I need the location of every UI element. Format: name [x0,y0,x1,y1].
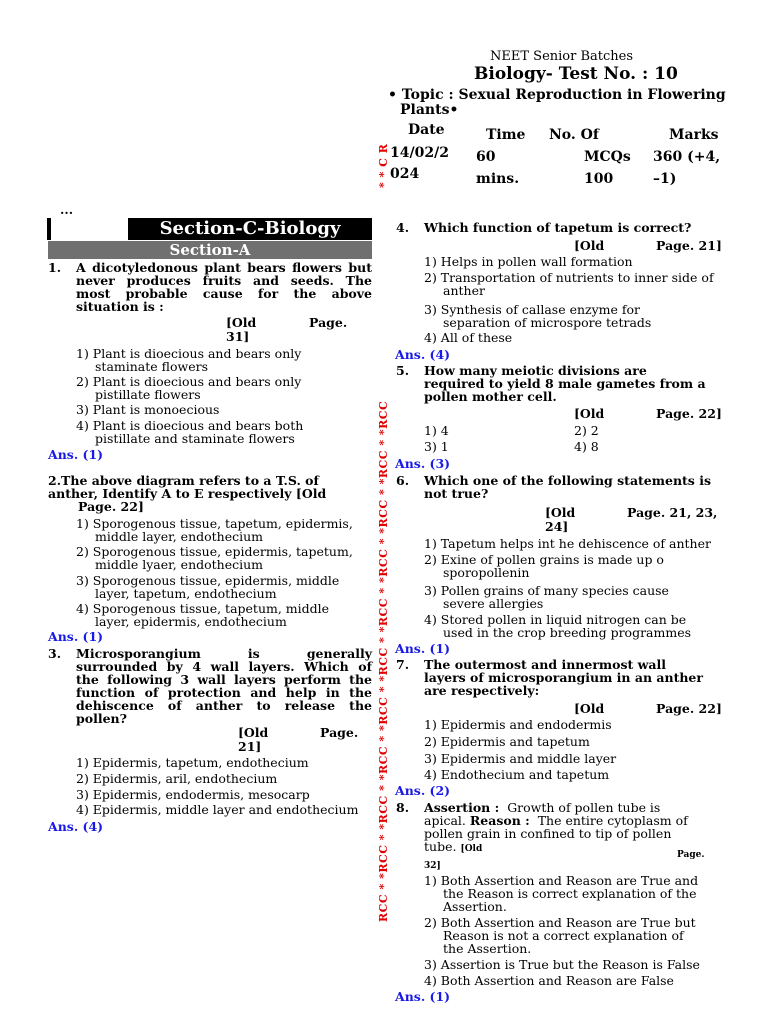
q6-ref-c: 24] [545,519,569,534]
q7-ref-b: Page. 22] [656,701,722,716]
q5-ref-b: Page. 22] [656,406,722,421]
q5-option-2: 2) 2 [574,423,599,438]
q7-number: 7. [396,657,410,672]
col-time: Time [486,127,526,143]
q7-option-2: 2) Epidermis and tapetum [424,734,590,749]
q6-number: 6. [396,473,410,488]
q1-number: 1. [48,260,62,275]
q1-question: A dicotyledonous plant bears flowers but never produces fruits and seeds. The most probable cause for the above situation is : [76,260,372,314]
col-no-of: No. Of [549,127,599,143]
q1-option-1: 1) Plant is dioecious and bears only staminate flowers [76,346,302,374]
q5-option-4: 4) 8 [574,439,599,454]
q3-ref-b: Page. [320,725,359,740]
q2-option-2: 2) Sporogenous tissue, epidermis, tapetum, middle lyaer, endothecium [76,544,353,572]
q3-option-4: 4) Epidermis, middle layer and endothecium [76,802,359,817]
section-bar-left [47,218,51,240]
q1-answer: Ans. (1) [48,447,104,462]
time-value-1: 60 [476,149,496,165]
q3-option-1: 1) Epidermis, tapetum, endothecium [76,755,309,770]
topic-line-1: • Topic : Sexual Reproduction in Flowering [388,87,726,103]
q4-option-2: 2) Transportation of nutrients to inner side of anther [424,270,714,298]
q6-option-4: 4) Stored pollen in liquid nitrogen can be used in the crop breeding programmes [424,612,692,640]
col-date: Date [408,122,445,138]
q2-answer: Ans. (1) [48,629,104,644]
mcq-count: 100 [584,171,614,187]
q4-option-3: 3) Synthesis of callase enzyme for separation of microspore tetrads [424,302,652,330]
q4-number: 4. [396,220,410,235]
q3-answer: Ans. (4) [48,819,104,834]
q8-option-4: 4) Both Assertion and Reason are False [424,973,674,988]
q5-question: How many meiotic divisions are required to yield 8 male gametes from a pollen mother cell. [424,363,706,404]
q3-number: 3. [48,646,62,661]
test-title: Biology- Test No. : 10 [474,64,678,84]
q7-option-4: 4) Endothecium and tapetum [424,767,610,782]
watermark-rcc: RCC * *RCC * *RCC * *RCC * *RCC * *RCC * *RCC * *RCC * *RCC * *RCC * *RCC [377,400,390,922]
q8-answer: Ans. (1) [395,989,451,1004]
q6-option-1: 1) Tapetum helps int he dehiscence of anther [424,536,711,551]
section-a-heading: Section-A [48,241,372,259]
q8-ref-b: Page. [677,850,705,860]
time-value-2: mins. [476,171,520,187]
q3-question: Microsporangium is generally surrounded by 4 wall layers. Which of the following 3 wall layers perform the function of protection and help in the dehiscence of anther to release the pollen? [76,646,372,726]
q6-question: Which one of the following statements is not true? [424,473,711,501]
q4-question: Which function of tapetum is correct? [424,220,692,235]
q3-ref-a: [Old [238,725,269,740]
ellipsis: ... [60,202,74,217]
marks-value-1: 360 (+4, [653,149,721,165]
q7-question: The outermost and innermost wall layers of microsporangium in an anther are respectively: [424,657,703,698]
q6-option-3: 3) Pollen grains of many species cause severe allergies [424,583,669,611]
q8-number: 8. [396,800,410,815]
q1-option-4: 4) Plant is dioecious and bears both pistillate and staminate flowers [76,418,304,446]
q4-ref-a: [Old [574,238,605,253]
q4-answer: Ans. (4) [395,347,451,362]
q1-ref-b: Page. [309,315,348,330]
q6-option-2: 2) Exine of pollen grains is made up o sporopollenin [424,552,664,580]
q2-option-1: 1) Sporogenous tissue, tapetum, epidermis, middle layer, endothecium [76,516,353,544]
q4-option-4: 4) All of these [424,330,513,345]
q1-ref-c: 31] [226,329,250,344]
q8-option-2: 2) Both Assertion and Reason are True but Reason is not a correct explanation of the Assertion. [424,915,696,956]
watermark-small: * * C R [377,143,390,188]
q5-option-3: 3) 1 [424,439,449,454]
batch-name: NEET Senior Batches [490,49,634,64]
q7-answer: Ans. (2) [395,783,451,798]
q2-option-4: 4) Sporogenous tissue, tapetum, middle layer, epidermis, endothecium [76,601,330,629]
topic-line-2: Plants• [400,102,459,118]
q7-option-3: 3) Epidermis and middle layer [424,751,617,766]
q3-ref-c: 21] [238,739,262,754]
q7-ref-a: [Old [574,701,605,716]
q4-ref-b: Page. 21] [656,238,722,253]
q2-option-3: 3) Sporogenous tissue, epidermis, middle layer, tapetum, endothecium [76,573,340,601]
q6-answer: Ans. (1) [395,641,451,656]
q5-number: 5. [396,363,410,378]
q6-ref-a: [Old [545,505,576,520]
q2-question: 2.The above diagram refers to a T.S. of anther, Identify A to E respectively [Old Page. 22] [48,473,327,514]
marks-value-2: –1) [653,171,677,187]
date-value-2: 024 [390,166,420,182]
q5-option-1: 1) 4 [424,423,449,438]
q8-option-3: 3) Assertion is True but the Reason is False [424,957,700,972]
q8-question: Assertion : Growth of pollen tube is apical. Reason : The entire cytoplasm of pollen grain in confined to tip of pollen tube. [Old [424,800,688,854]
section-c-heading: Section-C-Biology [128,218,372,240]
q3-option-3: 3) Epidermis, endodermis, mesocarp [76,787,310,802]
q4-option-1: 1) Helps in pollen wall formation [424,254,633,269]
q5-answer: Ans. (3) [395,456,451,471]
q8-option-1: 1) Both Assertion and Reason are True and the Reason is correct explanation of the Assertion. [424,873,699,914]
q1-option-3: 3) Plant is monoecious [76,402,220,417]
q7-option-1: 1) Epidermis and endodermis [424,717,612,732]
q8-ref-c: 32] [424,861,441,871]
q1-option-2: 2) Plant is dioecious and bears only pistillate flowers [76,374,302,402]
q6-ref-b: Page. 21, 23, [627,505,718,520]
q5-ref-a: [Old [574,406,605,421]
q3-option-2: 2) Epidermis, aril, endothecium [76,771,278,786]
col-marks: Marks [669,127,719,143]
mcq-label: MCQs [584,149,631,165]
date-value-1: 14/02/2 [390,145,449,161]
q1-ref-a: [Old [226,315,257,330]
